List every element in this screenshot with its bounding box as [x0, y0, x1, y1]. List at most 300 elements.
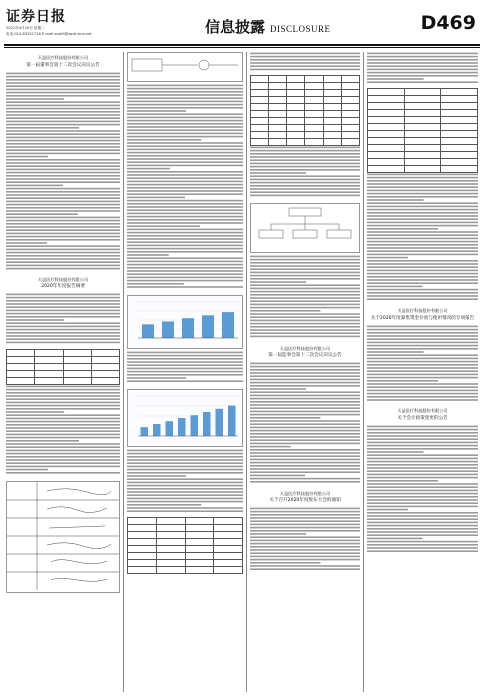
- text-lines: [6, 293, 120, 344]
- text-line: [250, 169, 360, 171]
- text-line: [6, 342, 120, 344]
- bar: [141, 427, 149, 436]
- body-text-block: [367, 325, 478, 406]
- text-line: [250, 59, 360, 61]
- text-line: [127, 280, 243, 282]
- text-line: [250, 262, 360, 264]
- text-line: [250, 395, 360, 397]
- text-line: [250, 375, 360, 377]
- text-line: [6, 184, 63, 186]
- text-line: [6, 449, 120, 451]
- text-line: [250, 411, 360, 413]
- text-line: [127, 501, 243, 503]
- text-line: [6, 146, 120, 148]
- text-line: [367, 186, 478, 188]
- text-line: [250, 259, 360, 261]
- announcement-title: 天益医疗科技股份有限公司: [279, 490, 331, 496]
- text-line: [367, 473, 478, 475]
- text-line: [250, 540, 360, 542]
- text-line: [6, 395, 120, 397]
- text-line: [250, 372, 360, 374]
- text-line: [367, 295, 478, 297]
- text-line: [127, 101, 243, 103]
- text-line: [250, 307, 360, 309]
- text-line: [367, 370, 478, 372]
- text-line: [127, 235, 243, 237]
- column-3: [250, 52, 360, 692]
- text-line: [367, 512, 478, 514]
- text-line: [6, 323, 120, 325]
- text-line: [367, 228, 438, 230]
- text-line: [250, 320, 360, 322]
- masthead-contact: 电话:010-83251716 E-mail:zqrb9@zqrb.sina.net: [6, 32, 92, 36]
- text-line: [367, 464, 478, 466]
- text-line: [6, 433, 120, 435]
- text-line: [127, 165, 243, 167]
- body-text-block: [6, 385, 120, 479]
- text-line: [250, 559, 360, 561]
- text-line: [6, 191, 120, 193]
- text-line: [6, 165, 120, 167]
- text-line: [250, 462, 360, 464]
- text-line: [367, 273, 478, 275]
- text-line: [127, 145, 243, 147]
- text-line: [6, 226, 120, 228]
- text-line: [367, 432, 478, 434]
- text-line: [367, 376, 478, 378]
- body-text-block: [127, 351, 243, 387]
- text-line: [367, 425, 478, 427]
- text-line: [127, 117, 243, 119]
- text-line: [6, 123, 120, 125]
- text-lines: [367, 173, 478, 301]
- text-line: [250, 543, 360, 545]
- text-line: [250, 317, 360, 319]
- body-text-block: [250, 255, 360, 342]
- column-divider: [363, 52, 364, 692]
- text-line: [127, 371, 243, 373]
- text-line: [6, 411, 64, 413]
- text-line: [250, 436, 360, 438]
- text-line: [127, 88, 243, 90]
- text-line: [6, 213, 78, 215]
- text-lines: [250, 507, 360, 571]
- text-line: [250, 366, 360, 368]
- text-line: [6, 72, 120, 74]
- text-line: [6, 88, 120, 90]
- text-line: [6, 223, 120, 225]
- body-text-block: [250, 52, 360, 75]
- text-line: [127, 257, 243, 259]
- text-line: [6, 143, 120, 145]
- text-line: [250, 452, 360, 454]
- text-line: [367, 263, 478, 265]
- text-line: [367, 496, 478, 498]
- text-line: [250, 427, 360, 429]
- text-line: [127, 91, 243, 93]
- text-line: [6, 300, 120, 302]
- text-line: [6, 200, 120, 202]
- text-line: [127, 367, 243, 369]
- text-line: [367, 183, 478, 185]
- text-line: [127, 149, 243, 151]
- text-line: [250, 62, 360, 64]
- text-line: [250, 275, 360, 277]
- text-line: [6, 452, 120, 454]
- text-line: [250, 150, 360, 152]
- text-line: [367, 81, 478, 83]
- text-line: [6, 216, 120, 218]
- text-line: [127, 286, 243, 288]
- text-line: [250, 282, 306, 284]
- text-lines: [127, 449, 243, 513]
- text-line: [250, 182, 360, 184]
- announcement-title: 天益医疗科技股份有限公司: [279, 345, 331, 351]
- text-line: [6, 326, 120, 328]
- text-line: [367, 72, 478, 74]
- text-line: [367, 335, 478, 337]
- text-line: [6, 398, 120, 400]
- text-line: [250, 478, 360, 480]
- text-line: [250, 326, 360, 328]
- body-text-block: [250, 362, 360, 488]
- product-image-table: [6, 481, 120, 593]
- text-line: [367, 250, 478, 252]
- text-line: [6, 178, 120, 180]
- text-line: [127, 355, 243, 357]
- text-line: [367, 254, 478, 256]
- body-text-block: [367, 52, 478, 88]
- tubing-drawing: [47, 489, 111, 495]
- text-line: [127, 136, 243, 138]
- text-line: [367, 547, 478, 549]
- text-line: [367, 247, 478, 249]
- text-line: [250, 398, 360, 400]
- masthead-rule: [4, 44, 480, 46]
- text-line: [367, 354, 478, 356]
- needle-drawing: [49, 526, 105, 528]
- text-line: [127, 113, 243, 115]
- text-line: [127, 161, 243, 163]
- text-line: [367, 348, 478, 350]
- text-line: [250, 511, 360, 513]
- announcement-subtitle: 第一届监事会第十二次会议决议公告: [268, 353, 342, 359]
- text-line: [367, 505, 478, 507]
- text-line: [367, 289, 478, 291]
- text-line: [6, 336, 120, 338]
- text-line: [250, 179, 360, 181]
- text-line: [127, 510, 243, 512]
- text-line: [367, 344, 478, 346]
- text-line: [367, 515, 478, 517]
- text-line: [367, 541, 478, 543]
- text-line: [250, 323, 360, 325]
- text-lines: [250, 255, 360, 338]
- text-line: [6, 462, 120, 464]
- column-divider: [246, 52, 247, 692]
- structure-chart: [251, 204, 359, 250]
- text-line: [250, 147, 360, 149]
- text-line: [127, 270, 243, 272]
- text-line: [367, 222, 478, 224]
- text-line: [250, 537, 360, 539]
- text-line: [367, 298, 478, 300]
- text-line: [367, 360, 478, 362]
- text-line: [6, 440, 79, 442]
- text-line: [127, 488, 243, 490]
- text-line: [6, 258, 120, 260]
- text-line: [6, 248, 120, 250]
- text-line: [250, 414, 360, 416]
- text-line: [6, 197, 120, 199]
- masthead-date: 2021年4月20日 星期二: [6, 26, 45, 30]
- text-line: [367, 199, 424, 201]
- text-line: [127, 261, 243, 263]
- text-line: [6, 171, 120, 173]
- bar: [178, 418, 186, 436]
- product-drawings: [7, 482, 119, 590]
- text-line: [367, 328, 478, 330]
- text-line: [367, 499, 478, 501]
- text-line: [6, 117, 120, 119]
- text-line: [250, 185, 360, 187]
- text-line: [250, 166, 360, 168]
- text-line: [127, 206, 243, 208]
- text-line: [367, 65, 478, 67]
- text-line: [6, 443, 120, 445]
- text-line: [6, 310, 120, 312]
- section-title-en: DISCLOSURE: [270, 24, 331, 34]
- text-line: [127, 380, 243, 382]
- text-line: [367, 75, 478, 77]
- text-line: [367, 364, 478, 366]
- text-line: [250, 188, 360, 190]
- text-line: [127, 364, 243, 366]
- text-line: [367, 53, 478, 55]
- text-line: [367, 225, 478, 227]
- text-line: [367, 367, 478, 369]
- text-line: [367, 489, 478, 491]
- text-line: [127, 485, 243, 487]
- text-line: [367, 174, 478, 176]
- text-line: [250, 176, 360, 178]
- text-line: [127, 168, 170, 170]
- text-line: [367, 525, 478, 527]
- text-line: [6, 235, 120, 237]
- announcement-subtitle: 关于召开2020年度股东大会的通知: [269, 498, 341, 504]
- text-line: [367, 537, 423, 539]
- text-line: [127, 358, 243, 360]
- column-divider: [123, 52, 124, 692]
- text-line: [127, 277, 243, 279]
- text-line: [367, 292, 478, 294]
- text-line: [367, 373, 478, 375]
- text-line: [367, 531, 478, 533]
- text-line: [367, 399, 478, 401]
- text-line: [367, 209, 478, 211]
- text-line: [367, 550, 478, 552]
- text-line: [250, 314, 360, 316]
- announcement-subtitle: 关于会计政策变更的公告: [397, 415, 448, 421]
- body-text-block: [6, 72, 120, 274]
- text-line: [367, 483, 478, 485]
- text-line: [127, 459, 243, 461]
- body-text-block: [367, 425, 478, 557]
- text-line: [127, 254, 169, 256]
- device-schematic: [128, 53, 242, 79]
- text-line: [250, 310, 320, 312]
- text-line: [250, 388, 306, 390]
- text-line: [250, 56, 360, 58]
- catheter-drawing: [51, 560, 107, 564]
- text-line: [250, 401, 360, 403]
- data-table: [6, 349, 120, 385]
- text-line: [367, 386, 478, 388]
- text-line: [250, 385, 360, 387]
- text-line: [127, 264, 243, 266]
- text-line: [367, 429, 478, 431]
- text-line: [127, 120, 243, 122]
- text-line: [127, 155, 243, 157]
- text-line: [367, 212, 478, 214]
- text-line: [367, 438, 478, 440]
- text-line: [250, 455, 360, 457]
- text-line: [6, 297, 120, 299]
- text-line: [127, 142, 243, 144]
- text-line: [367, 445, 478, 447]
- text-line: [367, 544, 478, 546]
- text-line: [6, 127, 79, 129]
- text-line: [127, 267, 243, 269]
- text-line: [127, 238, 243, 240]
- text-line: [250, 508, 360, 510]
- text-line: [367, 282, 478, 284]
- text-line: [367, 461, 478, 463]
- text-line: [127, 273, 243, 275]
- text-line: [127, 222, 243, 224]
- bar: [222, 312, 234, 338]
- text-line: [250, 465, 360, 467]
- text-line: [127, 139, 201, 141]
- text-line: [127, 507, 243, 509]
- text-line: [250, 379, 360, 381]
- text-line: [127, 229, 243, 231]
- text-line: [367, 396, 478, 398]
- text-line: [250, 430, 360, 432]
- text-line: [127, 216, 243, 218]
- text-line: [250, 556, 360, 558]
- text-line: [367, 231, 478, 233]
- text-line: [6, 91, 120, 93]
- text-line: [250, 272, 360, 274]
- text-line: [367, 202, 478, 204]
- text-line: [6, 294, 120, 296]
- text-line: [250, 192, 360, 194]
- text-line: [367, 206, 478, 208]
- bar: [228, 405, 236, 435]
- text-line: [127, 184, 243, 186]
- text-line: [6, 98, 64, 100]
- text-lines: [6, 72, 120, 270]
- text-line: [367, 451, 424, 453]
- bar: [153, 424, 161, 436]
- text-line: [6, 175, 120, 177]
- text-lines: [6, 385, 120, 475]
- bar: [182, 318, 194, 338]
- text-line: [6, 242, 47, 244]
- text-line: [127, 491, 243, 493]
- text-line: [6, 427, 120, 429]
- body-text-block: [367, 173, 478, 305]
- text-line: [250, 459, 360, 461]
- text-line: [127, 453, 243, 455]
- text-line: [6, 139, 120, 141]
- text-line: [367, 380, 438, 382]
- text-line: [367, 332, 478, 334]
- text-line: [367, 441, 478, 443]
- text-line: [367, 325, 478, 327]
- text-line: [6, 264, 120, 266]
- announcement-subtitle: 2020年年度报告摘要: [41, 284, 85, 290]
- text-line: [250, 549, 360, 551]
- text-line: [127, 494, 243, 496]
- text-line: [127, 351, 243, 353]
- tubing-drawing: [47, 543, 111, 549]
- column-4: [367, 52, 478, 692]
- masthead-rule-thin: [4, 47, 480, 48]
- body-text-block: [250, 507, 360, 575]
- text-line: [367, 177, 478, 179]
- text-line: [367, 338, 478, 340]
- text-line: [250, 443, 360, 445]
- text-line: [6, 472, 120, 474]
- announcement-subtitle: 关于2020年度募集资金存放与使用情况的专项报告: [370, 315, 475, 321]
- text-line: [367, 467, 478, 469]
- bar: [191, 415, 199, 436]
- bar: [142, 324, 154, 338]
- text-line: [250, 546, 360, 548]
- text-line: [6, 136, 120, 138]
- text-line: [367, 534, 478, 536]
- text-line: [250, 288, 360, 290]
- text-line: [250, 285, 360, 287]
- text-line: [127, 462, 243, 464]
- text-line: [367, 383, 478, 385]
- text-line: [367, 62, 478, 64]
- text-line: [6, 85, 120, 87]
- bar: [202, 315, 214, 338]
- text-line: [367, 257, 408, 259]
- body-text-block: [127, 449, 243, 517]
- text-line: [127, 497, 243, 499]
- data-table: [367, 88, 478, 173]
- text-line: [6, 304, 120, 306]
- text-line: [250, 163, 360, 165]
- text-line: [127, 187, 243, 189]
- text-line: [6, 104, 120, 106]
- text-line: [6, 149, 120, 151]
- text-line: [250, 304, 360, 306]
- text-line: [6, 107, 120, 109]
- text-line: [6, 313, 120, 315]
- data-table: [127, 517, 243, 574]
- text-line: [250, 294, 360, 296]
- text-line: [6, 210, 120, 212]
- text-line: [367, 270, 478, 272]
- text-line: [127, 469, 243, 471]
- text-line: [6, 251, 120, 253]
- text-line: [367, 266, 478, 268]
